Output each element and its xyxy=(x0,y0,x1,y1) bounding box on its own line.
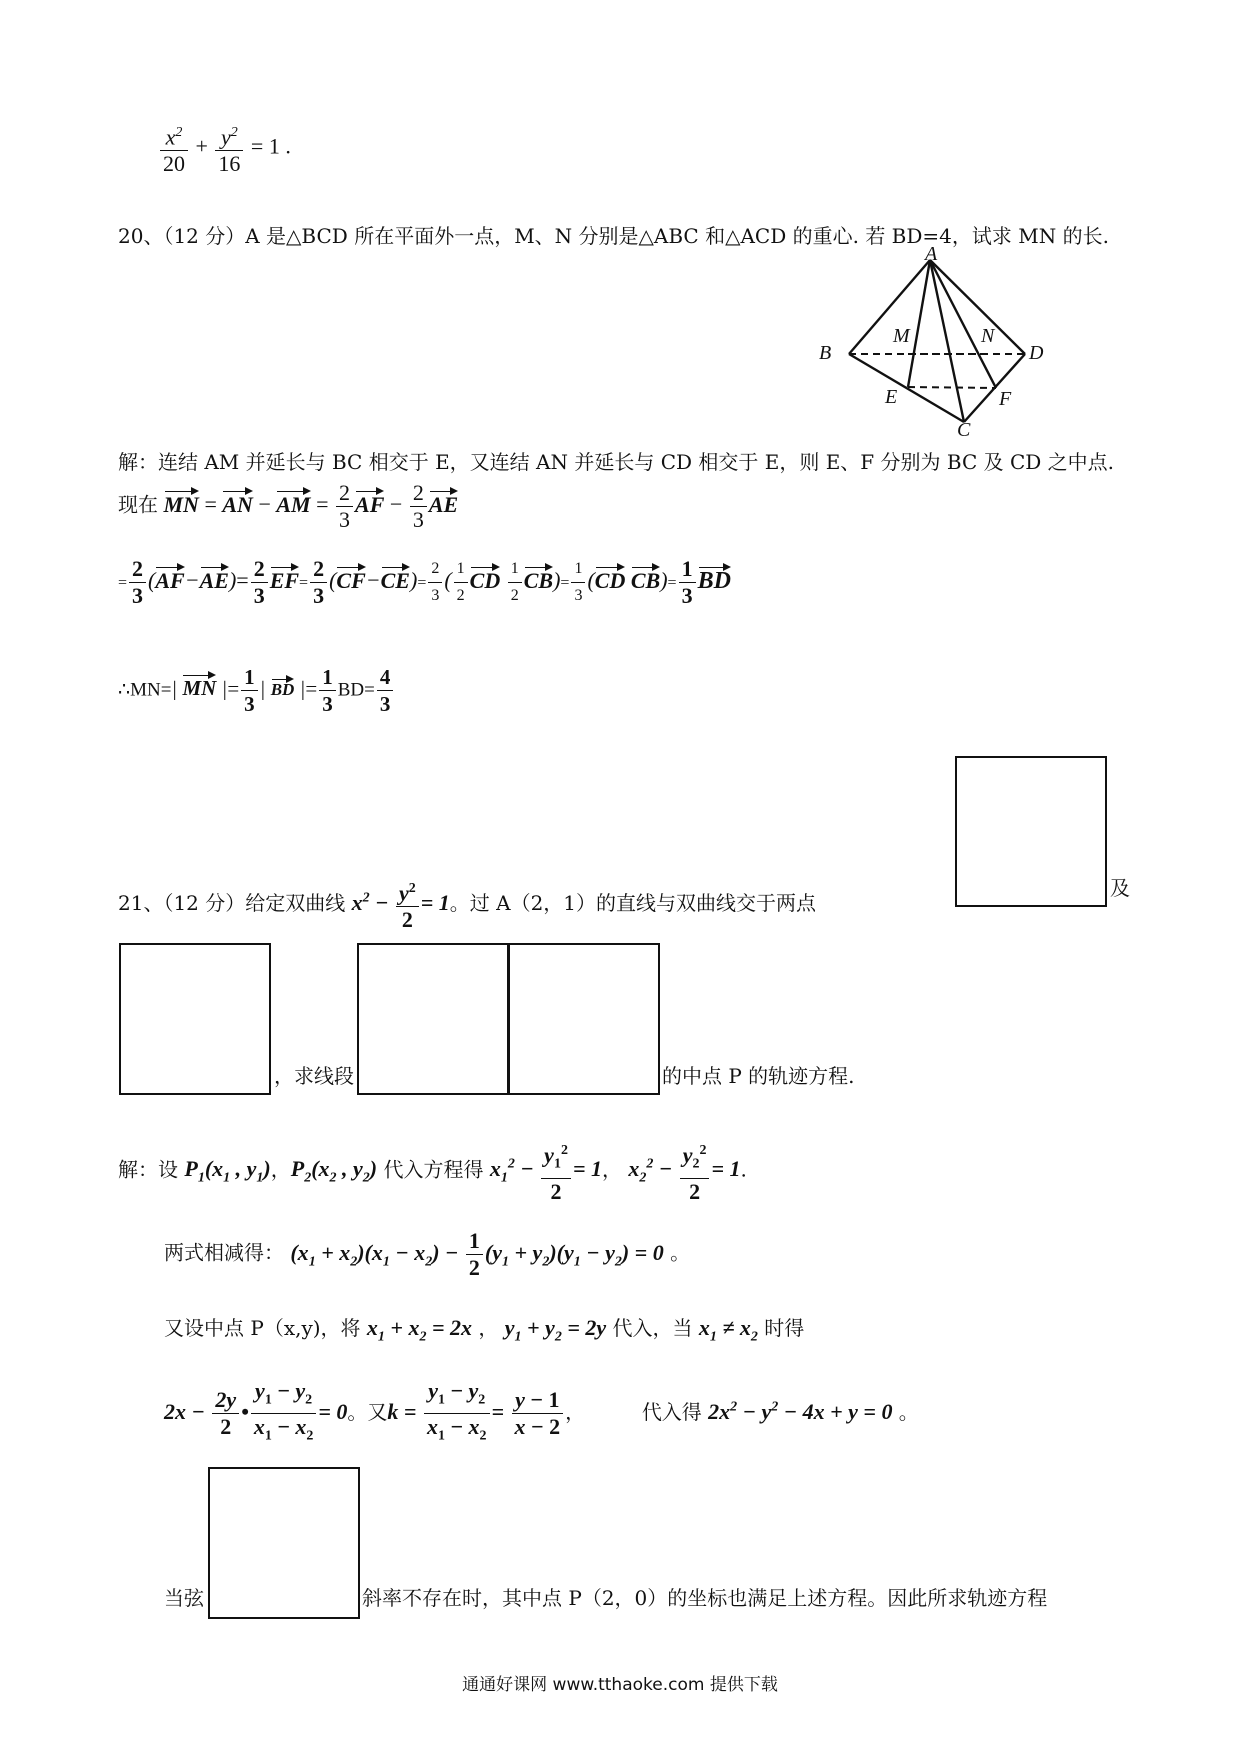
q20-solution-line1: 解：连结 AM 并延长与 BC 相交于 E，又连结 AN 并延长与 CD 相交于 E，则 E、F 分别为 BC 及 CD 之中点. xyxy=(118,450,1115,474)
label-n: N xyxy=(981,325,995,347)
q21-statement-c: 的中点 P 的轨迹方程. xyxy=(662,1064,855,1088)
q21-solution-line5b: 斜率不存在时，其中点 P（2，0）的坐标也满足上述方程。因此所求轨迹方程 xyxy=(362,1586,1048,1610)
label-m: M xyxy=(893,325,910,347)
q21-statement-b: ，求线段 xyxy=(274,1064,354,1088)
q21-solution-line3: 又设中点 P（x,y)，将 $x_1 + x_2 = 2x$ ， $y_1 + y_2 = 2y$ 代入，当 $x_1 \ne x_2$ 时得 xyxy=(164,1315,805,1345)
tetrahedron-diagram xyxy=(815,246,1060,436)
label-f: F xyxy=(999,388,1012,410)
label-b: B xyxy=(819,342,832,364)
placeholder-box-3 xyxy=(357,943,509,1095)
q20-solution-line2: 现在 MN = AN − AM = $\frac{2}{3}$ AF − $\frac{2}{3}$ AE xyxy=(118,480,459,532)
label-d: D xyxy=(1029,342,1044,364)
q21-statement-a: 21、（12 分）给定双曲线 $x^2$ − $\frac{y^2}{2}$ = 1。过 A（2，1）的直线与双曲线交于两点 xyxy=(118,876,816,933)
q21-solution-line4: 2x − $\frac{2y}{2}$ • $\frac{y_1 - y_2}{x_1 - x_2}$ = 0。又k = $\frac{y_1 - y_2}{x_1 - x_2}$ = $\frac{y - 1}{x - 2}$ ， 代入得 $2x^2 - y^2 - 4x + y = 0$ 。 xyxy=(164,1378,919,1444)
label-c: C xyxy=(957,419,971,436)
q20-solution-line4: ∴MN=| MN |= $\frac{1}{3}$ | BD |= $\frac{1}{3}$ BD= $\frac{4}{3}$ xyxy=(118,664,395,717)
q21-solution-line2: 两式相减得： $(x_1 + x_2)(x_1 - x_2)$ − $\frac{1}{2}$ $(y_1 + y_2)(y_1 - y_2) = 0$ 。 xyxy=(164,1228,691,1280)
placeholder-box-1 xyxy=(955,756,1107,907)
label-a: A xyxy=(925,246,938,265)
q20-solution-line3: = $\frac{2}{3}$ (AF−AE)= $\frac{2}{3}$ EF= $\frac{2}{3}$ (CF−CE)= $\frac{2}{3}$ ( $\frac{1}{2}$ CD $\frac{1}{2}$ CB)= $\frac{1}{3}$ (CD CB)= $\frac{1}{3}$ BD xyxy=(118,556,731,608)
placeholder-box-2 xyxy=(119,943,271,1095)
q21-and: 及 xyxy=(1110,876,1130,900)
placeholder-box-4 xyxy=(508,943,660,1095)
placeholder-box-5 xyxy=(208,1467,360,1619)
label-e: E xyxy=(885,386,898,408)
ellipse-equation: $\frac{x^2}{20}$ + $\frac{y^2}{16}$ = 1 . xyxy=(158,120,291,177)
q21-solution-line1: 解：设 $P_1(x_1$ , $y_1$)，$P_2(x_2$ , $y_2$) 代入方程得 $x_1^2$ − $\frac{y_1^2}{2}$ = 1， $x_2^2$ − $\frac{y_2^2}{2}$ = 1. xyxy=(118,1138,747,1205)
q21-solution-line5a: 当弦 xyxy=(164,1586,204,1610)
page-footer: 通通好课网 www.tthaoke.com 提供下载 xyxy=(462,1675,778,1695)
q20-statement: 20、（12 分）A 是△BCD 所在平面外一点，M、N 分别是△ABC 和△ACD 的重心. 若 BD=4，试求 MN 的长. xyxy=(118,224,1109,248)
